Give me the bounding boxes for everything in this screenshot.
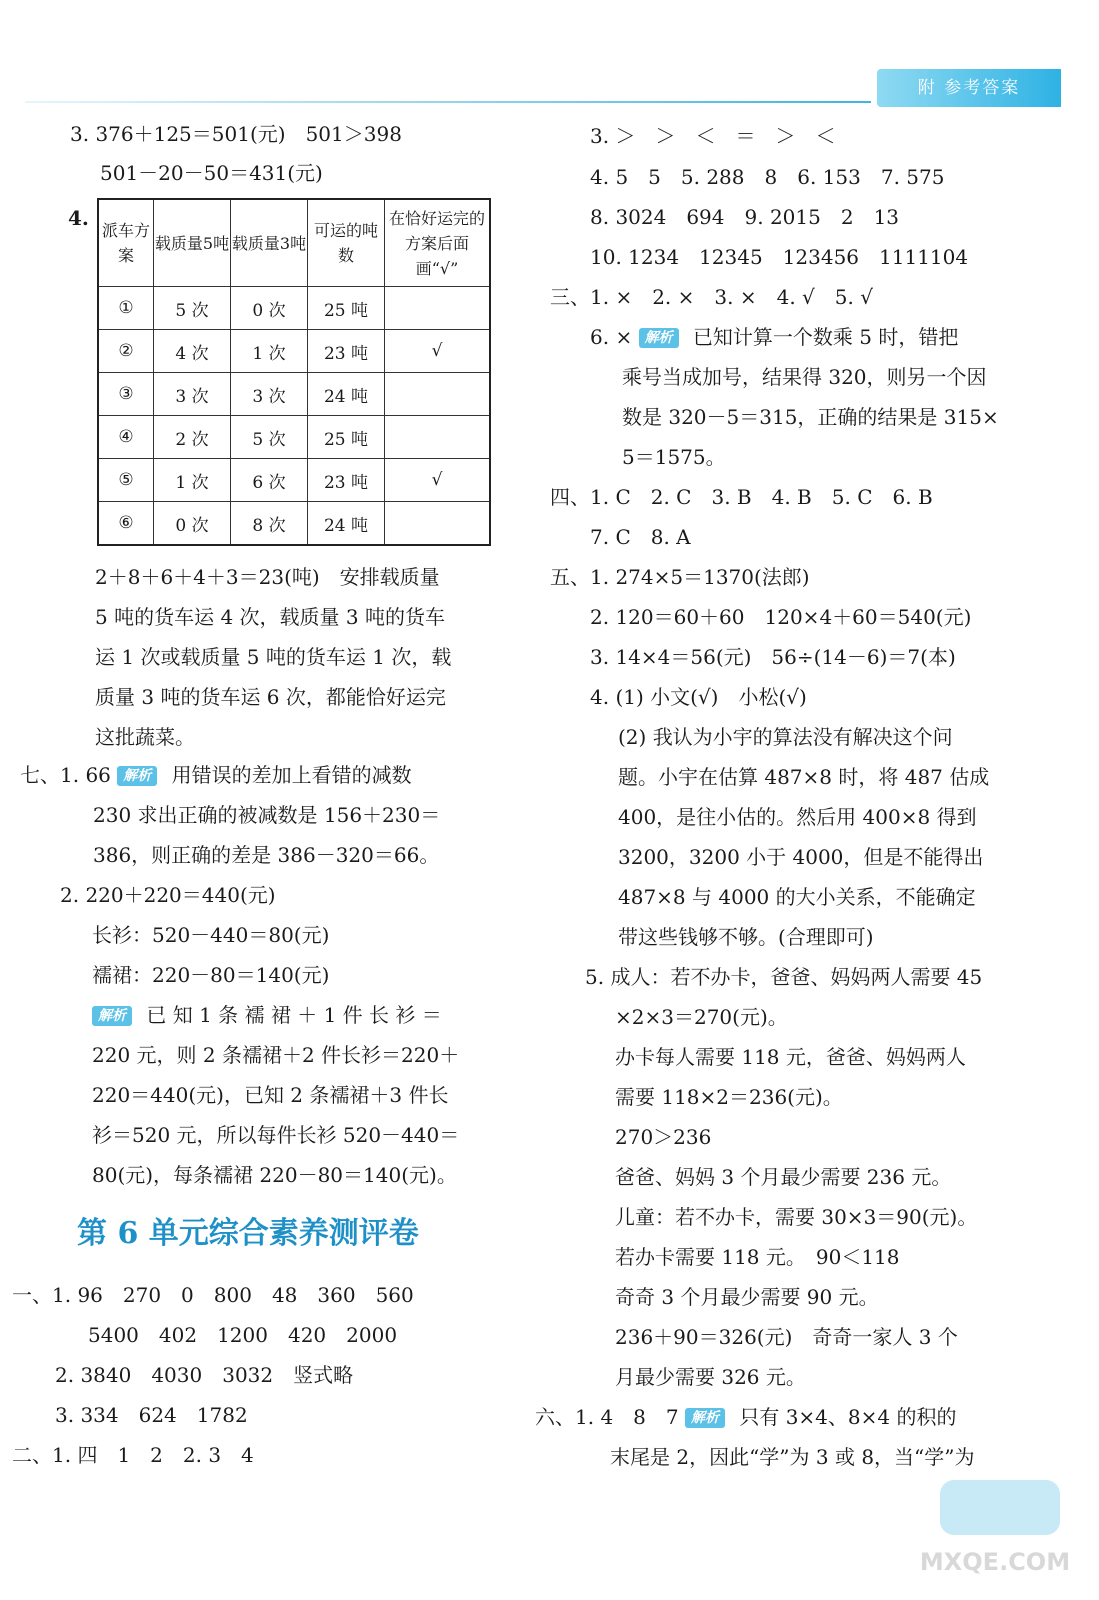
right-line: 4. 5 5 5. 288 8 6. 153 7. 575 xyxy=(590,165,945,189)
table-row xyxy=(98,373,490,416)
table-body xyxy=(98,287,490,546)
right-answer-line: 月最少需要 326 元。 xyxy=(615,1365,806,1389)
left-q7-1-prefix: 七、1. 66 xyxy=(20,763,111,787)
left-q7-2-first: 已 知 1 条 襦 裙 ＋ 1 件 长 衫 ＝ xyxy=(146,1003,442,1027)
right-answer-line: 奇奇 3 个月最少需要 90 元。 xyxy=(615,1285,879,1309)
table-cell: 2 次 xyxy=(154,416,231,459)
table-cell: 25 吨 xyxy=(308,287,385,330)
table-cell: 0 次 xyxy=(154,502,231,546)
table-cell: 5 次 xyxy=(231,416,308,459)
right-answer-line: 需要 118×2＝236(元)。 xyxy=(615,1085,843,1109)
left-q4-text-line: 质量 3 吨的货车运 6 次，都能恰好运完 xyxy=(95,685,446,709)
left-q7-1-first: 用错误的差加上看错的减数 xyxy=(171,763,412,787)
left-s1-line: 一、1. 96 270 0 800 48 360 560 xyxy=(12,1283,414,1307)
right-answer-line: (2) 我认为小宇的算法没有解决这个问 xyxy=(618,725,953,749)
left-q7-2-line: 长衫：520－440＝80(元) xyxy=(92,923,330,947)
table-header: 载质量3吨 xyxy=(231,199,308,287)
right-answer-line: 2. 120＝60＋60 120×4＋60＝540(元) xyxy=(590,605,972,629)
analysis-tag: 解析 xyxy=(685,1408,725,1428)
table-header: 载质量5吨 xyxy=(154,199,231,287)
left-q7-2-rest: 220 元，则 2 条襦裙＋2 件长衫＝220＋ xyxy=(92,1043,460,1067)
table-cell: 24 吨 xyxy=(308,373,385,416)
left-q4-text-line: 运 1 次或载质量 5 吨的货车运 1 次，载 xyxy=(95,645,452,669)
left-q7-2-line: 2. 220＋220＝440(元) xyxy=(60,883,276,907)
right-answer-line: 带这些钱够不够。(合理即可) xyxy=(618,925,874,949)
left-q7-1-line1 xyxy=(20,760,412,790)
table-cell: 1 次 xyxy=(154,459,231,502)
right-answer-line: 400，是往小估的。然后用 400×8 得到 xyxy=(618,805,977,829)
right-answer-line: 儿童：若不办卡，需要 30×3＝90(元)。 xyxy=(615,1205,978,1229)
left-q7-2-rest: 80(元)，每条襦裙 220－80＝140(元)。 xyxy=(92,1163,457,1187)
table-cell: 3 次 xyxy=(154,373,231,416)
table-cell: ⑤ xyxy=(98,459,154,502)
right-answer-line: 5. 成人：若不办卡，爸爸、妈妈两人需要 45 xyxy=(585,965,983,989)
left-q4-label: 4. xyxy=(68,206,89,230)
left-q4-text-line: 这批蔬菜。 xyxy=(95,725,195,749)
table-cell: √ xyxy=(385,330,491,373)
left-q7-1-rest: 386，则正确的差是 386－320＝66。 xyxy=(93,843,440,867)
right-line: 3. ＞ ＞ ＜ ＝ ＞ ＜ xyxy=(590,124,836,148)
analysis-tag: 解析 xyxy=(92,1006,132,1026)
right-q6-prefix: 6. × xyxy=(590,325,633,349)
table-cell: 6 次 xyxy=(231,459,308,502)
left-q7-2-line: 襦裙：220－80＝140(元) xyxy=(92,963,330,987)
table-cell: 3 次 xyxy=(231,373,308,416)
left-s1-line: 5400 402 1200 420 2000 xyxy=(88,1323,398,1347)
left-q7-2-rest: 衫＝520 元，所以每件长衫 520－440＝ xyxy=(92,1123,460,1147)
table-header: 可运的吨数 xyxy=(308,199,385,287)
analysis-tag: 解析 xyxy=(639,328,679,348)
table-cell xyxy=(385,287,491,330)
header-tab: 附 参考答案 xyxy=(877,69,1061,107)
table-cell: 1 次 xyxy=(231,330,308,373)
table-cell xyxy=(385,373,491,416)
left-s1-line: 3. 334 624 1782 xyxy=(55,1403,248,1427)
analysis-tag: 解析 xyxy=(117,766,157,786)
watermark-text: MXQE.COM xyxy=(919,1548,1071,1576)
watermark-logo xyxy=(900,1470,1075,1580)
table-cell: √ xyxy=(385,459,491,502)
right-line: 10. 1234 12345 123456 1111104 xyxy=(590,245,969,269)
table-cell xyxy=(385,416,491,459)
right-q6-1-first: 只有 3×4、8×4 的积的 xyxy=(739,1405,957,1429)
table-cell: 0 次 xyxy=(231,287,308,330)
table-header: 在恰好运完的方案后面画“√” xyxy=(385,199,491,287)
table-cell: 25 吨 xyxy=(308,416,385,459)
table-header-row xyxy=(98,199,490,287)
left-q7-2-analysis xyxy=(92,1000,442,1030)
right-line: 8. 3024 694 9. 2015 2 13 xyxy=(590,205,900,229)
right-q6-rest: 数是 320－5＝315，正确的结果是 315× xyxy=(622,405,999,429)
right-answer-line: 236＋90＝326(元) 奇奇一家人 3 个 xyxy=(615,1325,958,1349)
right-line: 三、1. × 2. × 3. × 4. √ 5. √ xyxy=(550,285,873,309)
right-q6-rest: 乘号当成加号，结果得 320，则另一个因 xyxy=(622,365,987,389)
table-row xyxy=(98,416,490,459)
right-q6-1-prefix: 六、1. 4 8 7 xyxy=(535,1405,679,1429)
left-q3-line1: 3. 376＋125＝501(元) 501＞398 xyxy=(70,122,402,146)
left-q7-2-rest: 220＝440(元)，已知 2 条襦裙＋3 件长 xyxy=(92,1083,449,1107)
left-q7-1-rest: 230 求出正确的被减数是 156＋230＝ xyxy=(93,803,441,827)
table-row xyxy=(98,459,490,502)
right-q6-first: 已知计算一个数乘 5 时，错把 xyxy=(692,325,959,349)
dispatch-table xyxy=(97,198,491,546)
left-q3-line2: 501－20－50＝431(元) xyxy=(100,161,323,185)
right-answer-line: 270＞236 xyxy=(615,1125,712,1149)
table-cell: 24 吨 xyxy=(308,502,385,546)
table-row xyxy=(98,330,490,373)
table-row xyxy=(98,287,490,330)
table-cell: 23 吨 xyxy=(308,330,385,373)
table-cell: 8 次 xyxy=(231,502,308,546)
right-answer-line: 爸爸、妈妈 3 个月最少需要 236 元。 xyxy=(615,1165,952,1189)
right-answer-line: ×2×3＝270(元)。 xyxy=(615,1005,788,1029)
right-answer-line: 若办卡需要 118 元。 90＜118 xyxy=(615,1245,900,1269)
left-q4-text-line: 2＋8＋6＋4＋3＝23(吨) 安排载质量 xyxy=(95,565,440,589)
right-q6-rest: 5＝1575。 xyxy=(622,445,726,469)
right-answer-line: 3200，3200 小于 4000，但是不能得出 xyxy=(618,845,984,869)
right-answer-line: 3. 14×4＝56(元) 56÷(14－6)＝7(本) xyxy=(590,645,956,669)
table-cell: ② xyxy=(98,330,154,373)
right-answer-line: 487×8 与 4000 的大小关系，不能确定 xyxy=(618,885,976,909)
table-cell: ⑥ xyxy=(98,502,154,546)
table-cell: 5 次 xyxy=(154,287,231,330)
right-answer-line: 4. (1) 小文(√) 小松(√) xyxy=(590,685,807,709)
right-answer-line: 题。小宇在估算 487×8 时，将 487 估成 xyxy=(618,765,990,789)
table-cell xyxy=(385,502,491,546)
left-s2-line: 二、1. 四 1 2 2. 3 4 xyxy=(12,1443,254,1467)
header-rule xyxy=(25,101,871,103)
section-title: 第 6 单元综合素养测评卷 xyxy=(77,1216,419,1251)
right-answer-line: 7. C 8. A xyxy=(590,525,691,549)
right-q6-1-line1 xyxy=(535,1402,956,1432)
table-row xyxy=(98,502,490,546)
right-q6-line1 xyxy=(590,322,958,352)
right-answer-line: 办卡每人需要 118 元，爸爸、妈妈两人 xyxy=(615,1045,966,1069)
table-cell: ③ xyxy=(98,373,154,416)
table-header: 派车方案 xyxy=(98,199,154,287)
right-answer-line: 五、1. 274×5＝1370(法郎) xyxy=(550,565,810,589)
table-cell: 23 吨 xyxy=(308,459,385,502)
right-answer-line: 四、1. C 2. C 3. B 4. B 5. C 6. B xyxy=(550,485,933,509)
table-cell: ① xyxy=(98,287,154,330)
table-cell: 4 次 xyxy=(154,330,231,373)
table-cell: ④ xyxy=(98,416,154,459)
left-s1-line: 2. 3840 4030 3032 竖式略 xyxy=(55,1363,354,1387)
left-q4-text-line: 5 吨的货车运 4 次，载质量 3 吨的货车 xyxy=(95,605,445,629)
right-q6-1-rest: 末尾是 2，因此“学”为 3 或 8，当“学”为 xyxy=(610,1445,975,1469)
